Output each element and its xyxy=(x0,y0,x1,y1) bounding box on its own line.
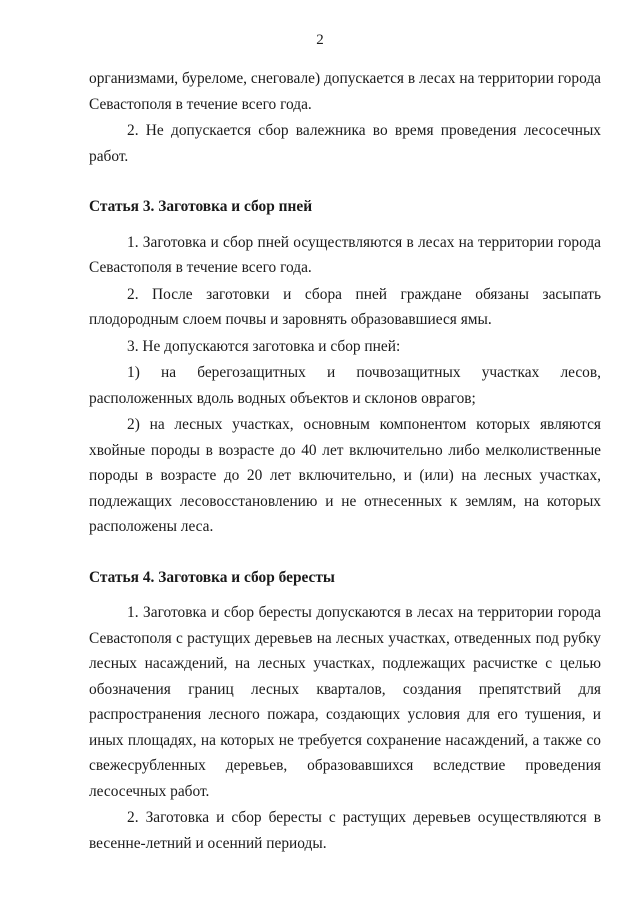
paragraph-article3-item1: 1. Заготовка и сбор пней осуществляются в лесах на территории города Севастополя в течение всего года. xyxy=(89,233,601,276)
paragraph-article2-item2: 2. Не допускается сбор валежника во время проведения лесосечных работ. xyxy=(89,122,601,165)
paragraph-article3-item2: 2. После заготовки и сбора пней граждане обязаны засыпать плодородным слоем почвы и заровнять образовавшиеся ямы. xyxy=(89,285,601,328)
paragraph-article3-item3: 3. Не допускаются заготовка и сбор пней: xyxy=(127,337,401,355)
page-number: 2 xyxy=(316,32,324,48)
article-3-heading: Статья 3. Заготовка и сбор пней xyxy=(89,198,313,215)
paragraph-article4-item2: 2. Заготовка и сбор бересты с растущих деревьев осуществляются в весенне-летний и осенний периоды. xyxy=(89,809,601,852)
document-body xyxy=(89,66,601,857)
paragraph-article3-subitem2: 2) на лесных участках, основным компонентом которых являются хвойные породы в возрасте до 40 лет включительно либо мелколиственные породы в возрасте до 20 лет включительно, и (или) на лесных участках, подлежащих лесовосстановлению и не отнесенных к землям, на которых расположены леса. xyxy=(89,416,601,535)
paragraph-continuation: организмами, буреломе, снеговале) допускается в лесах на территории города Севастополя в течение всего года. xyxy=(89,70,601,113)
paragraph-article3-subitem1: 1) на берегозащитных и почвозащитных участках лесов, расположенных вдоль водных объектов и склонов оврагов; xyxy=(89,364,601,407)
paragraph-article4-item1: 1. Заготовка и сбор бересты допускаются в лесах на территории города Севастополя с растущих деревьев на лесных участках, отведенных под рубку лесных насаждений, на лесных участках, подлежащих расчистке с целью обозначения границ лесных кварталов, создания препятствий для распространения лесного пожара, создающих условия для его тушения, и иных площадях, на которых не требуется сохранение насаждений, а также со свежесрубленных деревьев, образовавшихся вследствие проведения лесосечных работ. xyxy=(89,604,601,800)
article-4-heading: Статья 4. Заготовка и сбор бересты xyxy=(89,568,335,586)
